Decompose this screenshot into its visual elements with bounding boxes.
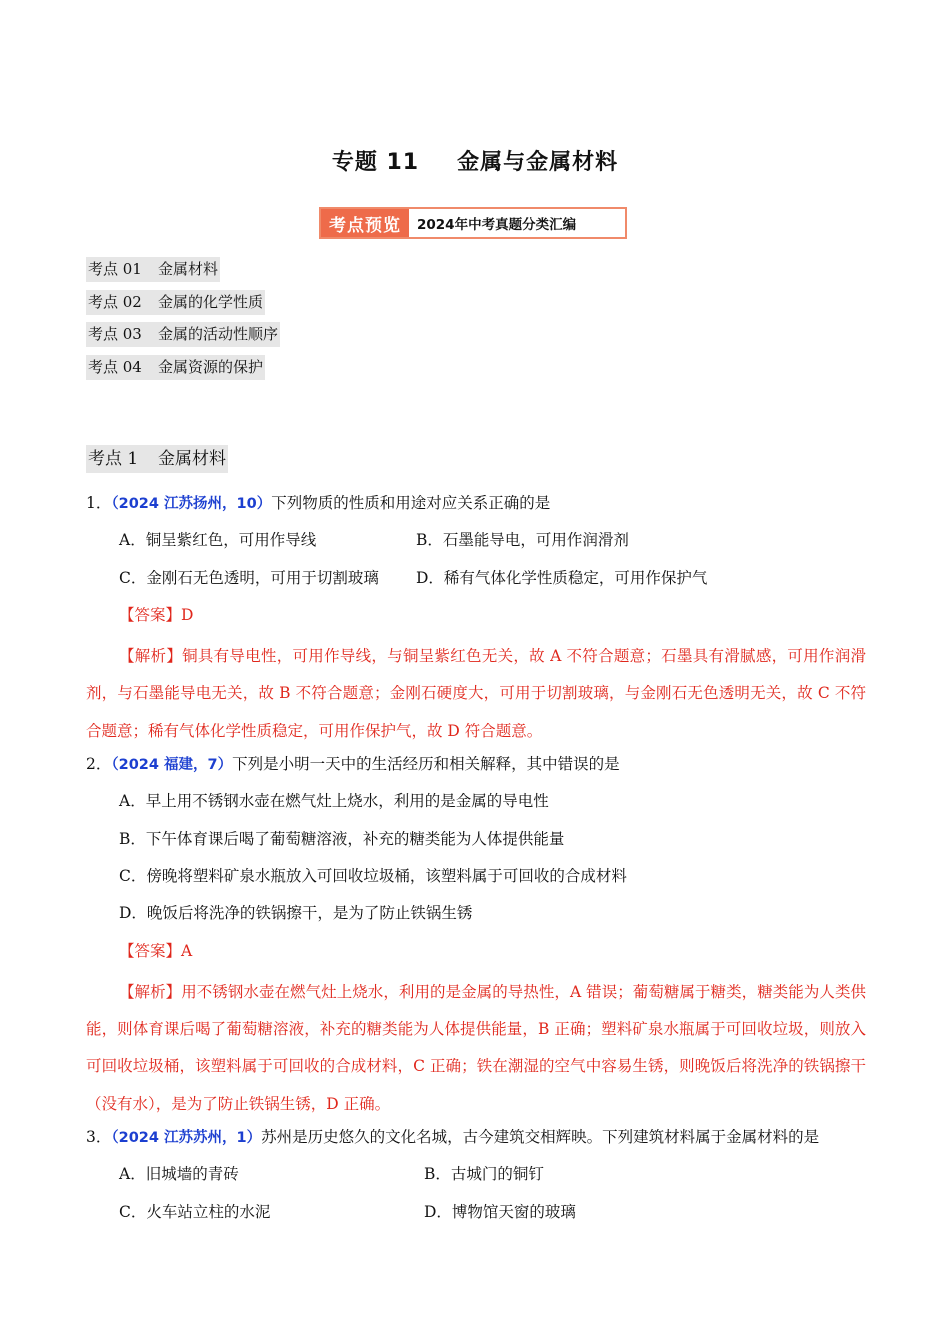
option: C．火车站立柱的水泥 — [119, 1202, 271, 1221]
option: A．旧城墙的青砖 — [119, 1165, 239, 1184]
option: C．傍晚将塑料矿泉水瓶放入可回收垃圾桶，该塑料属于可回收的合成材料 — [119, 866, 627, 885]
option-row — [86, 564, 866, 601]
question-stem — [86, 750, 866, 787]
question-source: （2024 江苏扬州，10） — [111, 496, 272, 512]
section-heading — [86, 445, 228, 473]
option: B．石墨能导电，可用作润滑剂 — [416, 531, 629, 550]
question-stem — [86, 489, 866, 526]
option-row — [86, 1198, 866, 1235]
toc-label: 金属材料 — [158, 260, 219, 278]
question-text: 下列物质的性质和用途对应关系正确的是 — [271, 494, 551, 512]
option: D．稀有气体化学性质稳定，可用作保护气 — [416, 568, 708, 587]
toc-label: 金属的化学性质 — [158, 292, 264, 311]
explanation: 【解析】铜具有导电性，可用作导线，与铜呈紫红色无关，故 A 不符合题意；石墨具有滑腻感，可用作润滑剂，与石墨能导电无关，故 B 不符合题意；金刚石硬度大，可用于切割玻璃，与金刚石无色透明无关，故 C 不符合题意；稀有气体化学性质稳定，可用作保护气，故 D 符合题意。 — [86, 647, 866, 740]
question-number: 1． — [86, 494, 112, 512]
page-title — [0, 145, 950, 176]
question-number: 3． — [86, 1128, 112, 1147]
question-text: 苏州是历史悠久的文化名城，古今建筑交相辉映。下列建筑材料属于金属材料的是 — [261, 1128, 820, 1147]
toc-number: 考点 01 — [88, 260, 142, 278]
explanation: 【解析】用不锈钢水壶在燃气灶上烧水，利用的是金属的导热性，A 错误；葡萄糖属于糖类，糖类能为人类供能，则体育课后喝了葡萄糖溶液，补充的糖类能为人体提供能量，B 正确；塑料矿泉水瓶属于可回收垃圾，则放入可回收垃圾桶，该塑料属于可回收的合成材料，C 正确；铁在潮湿的空气中容易生锈，则晚饭后将洗净的铁锅擦干（没有水），是为了防止铁锅生锈，D 正确。 — [86, 982, 866, 1113]
option-row — [86, 1160, 866, 1197]
toc-number: 考点 03 — [88, 325, 142, 343]
question-list — [86, 489, 866, 1235]
answer: 【答案】A — [119, 941, 193, 960]
toc-label: 金属资源的保护 — [158, 357, 264, 376]
banner-subtitle: 2024年中考真题分类汇编 — [417, 217, 577, 233]
section-label: 金属材料 — [158, 449, 226, 469]
option: A．铜呈紫红色，可用作导线 — [119, 531, 317, 550]
option: B．古城门的铜钉 — [424, 1165, 544, 1184]
toc-number: 考点 04 — [88, 357, 142, 376]
toc-item[interactable] — [86, 290, 265, 315]
question-source: （2024 江苏苏州，1） — [111, 1130, 262, 1147]
option-row — [86, 526, 866, 563]
toc-number: 考点 02 — [88, 292, 142, 311]
option: B．下午体育课后喝了葡萄糖溶液，补充的糖类能为人体提供能量 — [119, 829, 565, 848]
toc-item[interactable] — [86, 322, 280, 347]
preview-banner — [319, 207, 627, 239]
section-number: 考点 1 — [88, 449, 139, 469]
toc-label: 金属的活动性顺序 — [158, 325, 279, 343]
question-source: （2024 福建，7） — [111, 757, 233, 774]
title-part1: 专题 11 — [331, 150, 420, 175]
toc-item[interactable] — [86, 355, 265, 380]
question-text: 下列是小明一天中的生活经历和相关解释，其中错误的是 — [232, 755, 620, 774]
question-number: 2． — [86, 755, 112, 774]
option: D．博物馆天窗的玻璃 — [424, 1202, 576, 1221]
title-part2: 金属与金属材料 — [457, 150, 619, 175]
banner-tag: 考点预览 — [321, 209, 409, 237]
answer: 【答案】D — [119, 605, 194, 624]
option: D．晚饭后将洗净的铁锅擦干，是为了防止铁锅生锈 — [119, 904, 473, 923]
option: A．早上用不锈钢水壶在燃气灶上烧水，利用的是金属的导电性 — [119, 792, 549, 811]
topic-list — [86, 257, 280, 387]
toc-item[interactable] — [86, 257, 220, 282]
question-stem — [86, 1123, 866, 1160]
option: C．金刚石无色透明，可用于切割玻璃 — [119, 568, 379, 587]
